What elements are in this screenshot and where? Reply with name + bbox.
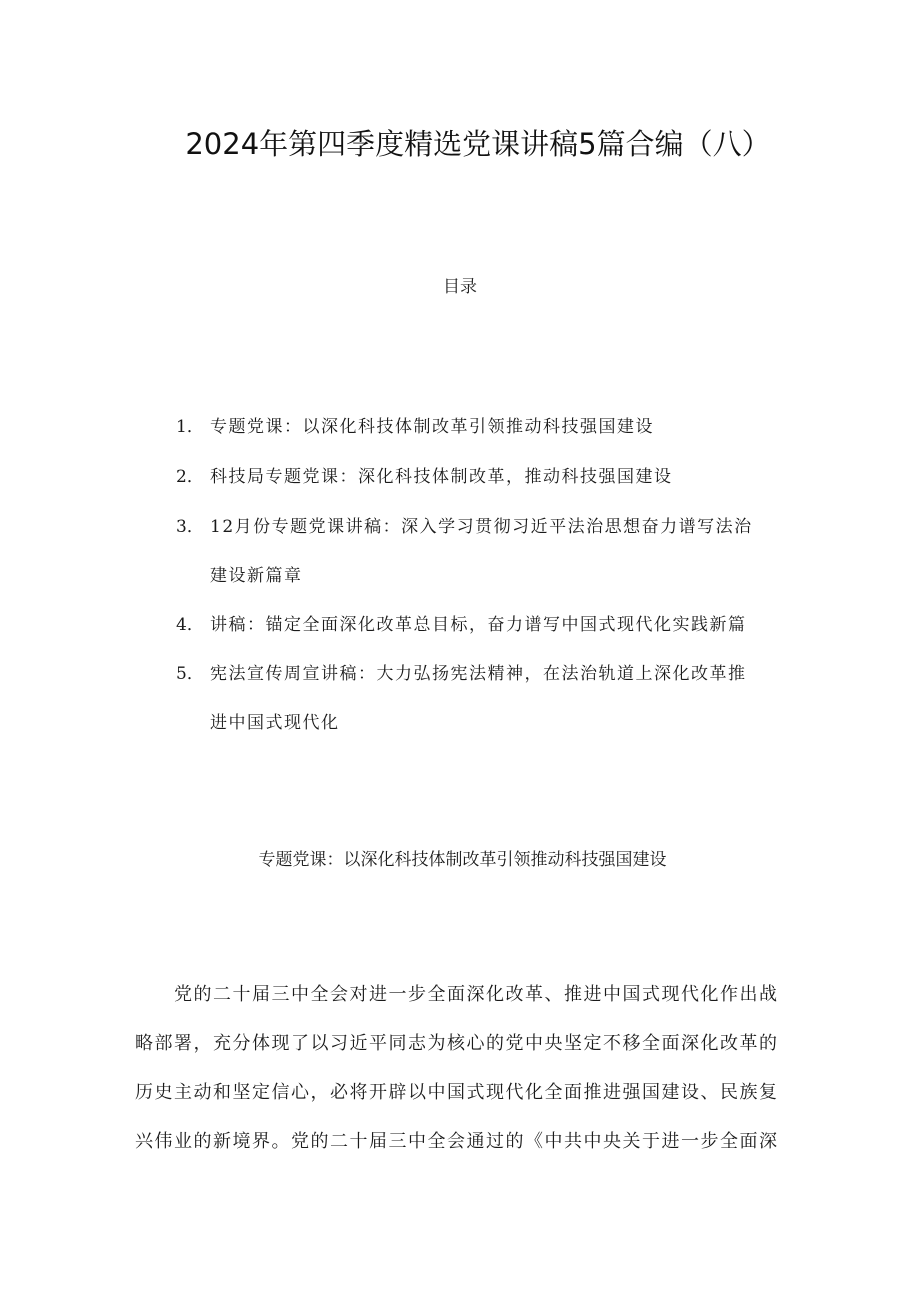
body-line: 党的二十届三中全会对进一步全面深化改革、推进中国式现代化作出战 xyxy=(174,984,779,1005)
document-title: 2024年第四季度精选党课讲稿5篇合编（八） xyxy=(185,127,771,161)
toc-item-number: 5． xyxy=(176,664,204,684)
toc-item-number: 3． xyxy=(176,517,204,537)
toc-item-text: 宪法宣传周宣讲稿：大力弘扬宪法精神，在法治轨道上深化改革推 xyxy=(210,664,747,684)
toc-item-text: 科技局专题党课：深化科技体制改革，推动科技强国建设 xyxy=(210,467,673,487)
toc-item-text-continued: 建设新篇章 xyxy=(210,566,303,586)
toc-item-text-continued: 进中国式现代化 xyxy=(210,713,340,733)
toc-item-text: 讲稿：锚定全面深化改革总目标，奋力谱写中国式现代化实践新篇 xyxy=(210,615,747,635)
toc-item-text: 专题党课：以深化科技体制改革引领推动科技强国建设 xyxy=(210,417,654,437)
body-line: 历史主动和坚定信心，必将开辟以中国式现代化全面推进强国建设、民族复 xyxy=(135,1082,779,1103)
toc-item-number: 4． xyxy=(176,615,204,635)
body-line: 略部署，充分体现了以习近平同志为核心的党中央坚定不移全面深化改革的 xyxy=(135,1033,779,1054)
toc-item-number: 1． xyxy=(176,417,204,437)
toc-heading: 目录 xyxy=(443,277,477,297)
body-line: 兴伟业的新境界。党的二十届三中全会通过的《中共中央关于进一步全面深 xyxy=(135,1131,779,1152)
toc-item-text: 12月份专题党课讲稿：深入学习贯彻习近平法治思想奋力谱写法治 xyxy=(210,517,753,537)
toc-item-number: 2． xyxy=(176,467,204,487)
section-title: 专题党课：以深化科技体制改革引领推动科技强国建设 xyxy=(258,850,667,870)
